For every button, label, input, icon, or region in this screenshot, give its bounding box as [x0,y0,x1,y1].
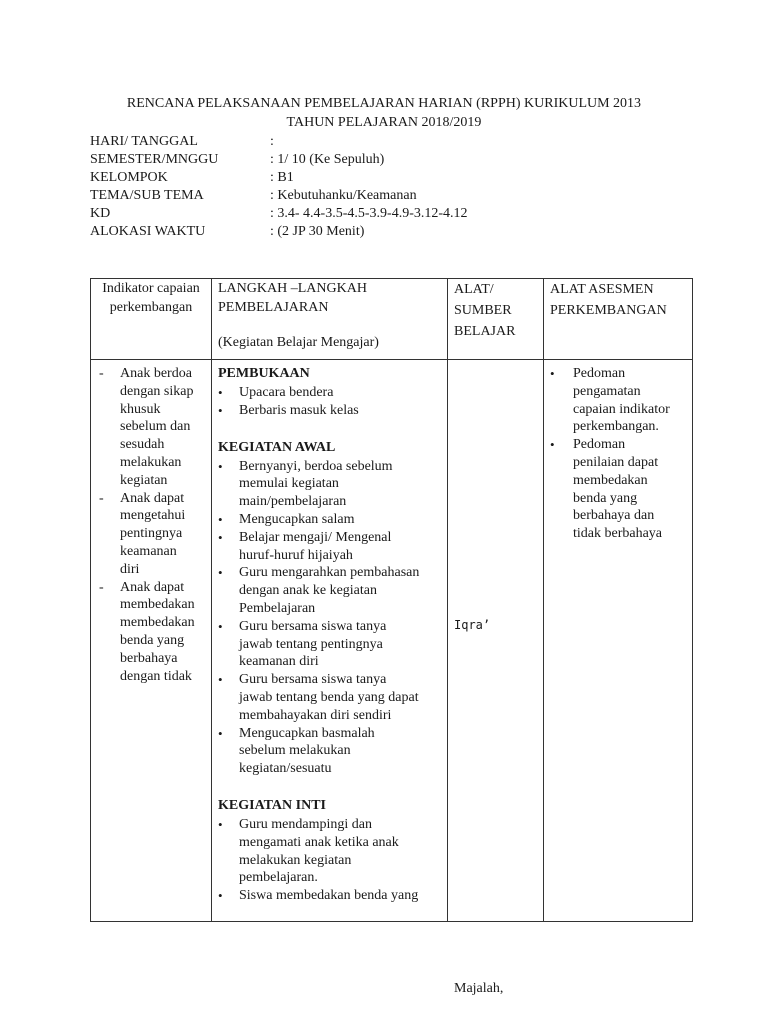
activity-list [212,816,447,905]
info-value: : Kebutuhanku/Keamanan [270,188,417,203]
activity-item [212,887,447,905]
activity-item [212,402,447,420]
activity-item [212,529,447,565]
activity-line: membahayakan diri sendiri [239,707,392,723]
activity-list [212,384,447,420]
assessment-line: benda yang [573,490,638,506]
assessment-line: berbahaya dan [573,508,655,524]
indicator-item [91,365,211,490]
activity-line: kegiatan/sesuatu [239,761,332,777]
indicator-line: pentingnya [120,526,183,542]
activity-line: Guru mendampingi dan [239,816,372,832]
indicator-line: benda yang [120,632,185,648]
info-label: KELOMPOK [90,170,168,185]
indicator-line: Anak dapat [120,579,185,595]
header-text: Indikator capaian [102,281,200,296]
bullet-icon: • [218,816,223,832]
activity-item [212,816,447,887]
indicator-line: dengan sikap [120,383,194,399]
activity-line: pembelajaran. [239,870,318,886]
info-label: KD [90,206,111,221]
info-label: SEMESTER/MNGGU [90,152,219,167]
indicator-line: sesudah [120,437,165,453]
indicator-line: melakukan [120,454,182,470]
header-text: PEMBELAJARAN [218,300,329,315]
info-block [90,133,468,241]
document-title: RENCANA PELAKSANAAN PEMBELAJARAN HARIAN (RPPH) KURIKULUM 2013 [126,96,642,111]
indicator-line: membedakan [120,615,195,631]
indicator-line: berbahaya [120,650,178,666]
bullet-icon: • [218,672,223,688]
assessment-line: pengamatan [573,383,641,399]
table-header-row [91,279,693,360]
info-value: : (2 JP 30 Menit) [270,224,365,239]
activity-item [212,511,447,529]
indicator-line: khusuk [120,401,161,417]
activity-line: Upacara bendera [239,385,334,400]
activity-line: Bernyanyi, berdoa sebelum [239,458,393,474]
header-text: SUMBER [454,303,512,318]
activity-line: Mengucapkan salam [239,511,355,527]
activity-line: memulai kegiatan [239,476,339,492]
assessment-line: penilaian dapat [573,454,659,470]
header-indikator [91,279,212,360]
activity-line: Berbaris masuk kelas [239,402,359,418]
header-text: LANGKAH –LANGKAH [218,281,367,296]
dash-marker: - [99,579,104,595]
assessment-item [544,365,692,436]
bullet-icon: • [218,402,223,418]
bullet-icon: • [550,437,555,453]
activity-line: huruf-huruf hijaiyah [239,547,353,563]
activity-line: Mengucapkan basmalah [239,725,375,741]
assessment-line: membedakan [573,472,648,488]
activities-cell [212,360,448,922]
info-row [90,205,468,223]
bullet-icon: • [218,511,223,527]
bullet-icon: • [218,385,223,400]
info-row [90,151,468,169]
section-gap [212,778,447,796]
header-langkah [212,279,448,360]
activity-item [212,618,447,671]
info-row [90,133,468,151]
bullet-icon: • [218,725,223,741]
assessment-cell [544,360,693,922]
activity-line: melakukan kegiatan [239,852,352,868]
info-row [90,169,468,187]
assessment-line: tidak berbahaya [573,526,663,542]
activity-item [212,564,447,617]
info-row [90,187,468,205]
section-heading: KEGIATAN AWAL [218,439,336,455]
indicator-line: keamanan [120,543,177,559]
header-alat-sumber [448,279,544,360]
activity-line: Pembelajaran [239,600,316,616]
assessment-line: capaian indikator [573,401,670,417]
section-heading: PEMBUKAAN [218,366,310,381]
header-text: ALAT ASESMEN [550,282,654,297]
tool-majalah: Majalah, [454,981,504,996]
activity-item [212,725,447,778]
header-asesmen [544,279,693,360]
activity-list [212,458,447,778]
indicator-line: dengan tidak [120,668,192,684]
bullet-icon: • [218,618,223,634]
section-gap [212,420,447,438]
assessment-item [544,436,692,543]
bullet-icon: • [218,888,223,904]
indicator-item [91,579,211,686]
activity-line: Guru bersama siswa tanya [239,618,387,634]
indicator-line: Anak dapat [120,490,185,506]
indicator-line: diri [120,561,140,577]
indicator-line: membedakan [120,597,195,613]
table-row [91,360,693,922]
header-text: ALAT/ [454,282,494,297]
dash-marker: - [99,366,104,381]
activity-item [212,384,447,402]
indicator-line: Anak berdoa [120,366,192,381]
activity-line: Belajar mengaji/ Mengenal [239,529,392,545]
activity-line: Siswa membedakan benda yang [239,888,419,904]
activity-line: Guru bersama siswa tanya [239,672,387,688]
activity-line: jawab tentang benda yang dapat [239,689,419,705]
info-value: : B1 [270,170,294,185]
info-value: : 1/ 10 (Ke Sepuluh) [270,152,385,167]
document-subtitle: TAHUN PELAJARAN 2018/2019 [286,115,482,130]
info-value: : [270,134,274,149]
tool-iqra: Iqra’ [454,618,491,632]
activity-line: main/pembelajaran [239,494,347,510]
indicator-item [91,490,211,579]
bullet-icon: • [218,458,223,474]
assessment-line: Pedoman [573,366,626,381]
header-subtext: (Kegiatan Belajar Mengajar) [218,335,379,350]
indicator-line: kegiatan [120,472,168,488]
rpph-table [90,278,693,996]
activity-line: Guru mengarahkan pembahasan [239,565,420,581]
bullet-icon: • [218,565,223,581]
info-row [90,223,468,241]
activity-line: dengan anak ke kegiatan [239,583,377,599]
dash-marker: - [99,490,104,506]
activity-line: jawab tentang pentingnya [239,636,383,652]
section-heading: KEGIATAN INTI [218,797,327,813]
activity-line: sebelum melakukan [239,743,351,759]
activity-line: keamanan diri [239,654,319,670]
bullet-icon: • [218,529,223,545]
activity-item [212,671,447,724]
header-text: BELAJAR [454,324,516,339]
info-label: HARI/ TANGGAL [90,134,198,149]
info-value: : 3.4- 4.4-3.5-4.5-3.9-4.9-3.12-4.12 [270,206,468,221]
assessment-line: perkembangan. [573,419,659,435]
indicator-cell [91,360,212,922]
activity-line: mengamati anak ketika anak [239,834,399,850]
indicator-line: mengetahui [120,508,186,524]
info-label: ALOKASI WAKTU [90,224,206,239]
bullet-icon: • [550,366,555,381]
header-text: PERKEMBANGAN [550,303,667,318]
activity-item [212,458,447,511]
tools-cell [448,360,544,996]
header-text: perkembangan [109,300,193,315]
indicator-line: sebelum dan [120,419,191,435]
assessment-line: Pedoman [573,437,626,453]
info-label: TEMA/SUB TEMA [90,188,204,203]
